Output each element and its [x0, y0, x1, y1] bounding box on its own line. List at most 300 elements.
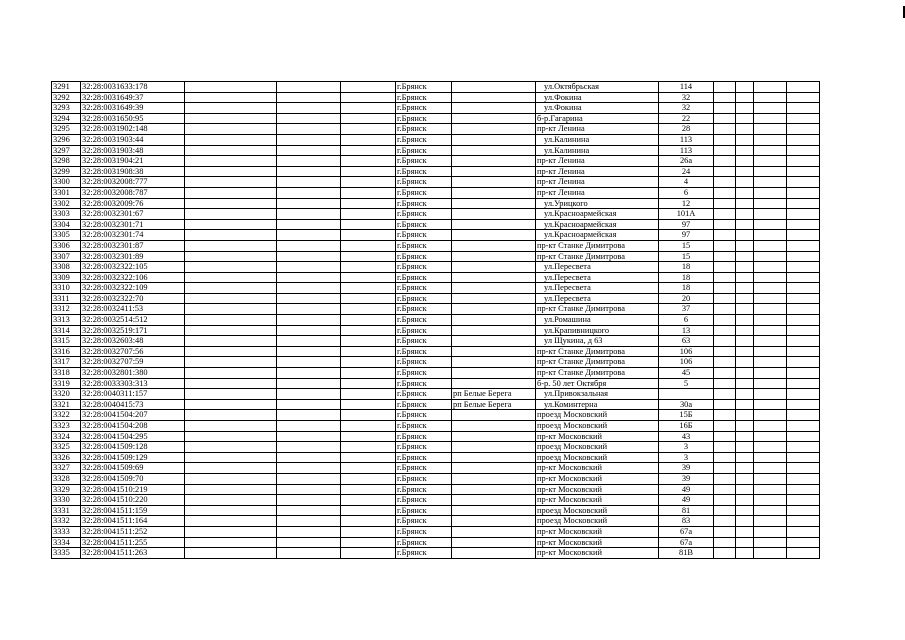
city-cell: г.Брянск	[396, 283, 452, 294]
empty-cell	[341, 293, 396, 304]
row-number-cell: 3330	[52, 495, 81, 506]
empty-cell	[714, 251, 736, 262]
table-row	[52, 325, 820, 336]
empty-cell	[277, 219, 341, 230]
empty-cell	[277, 262, 341, 273]
row-number-cell: 3318	[52, 368, 81, 379]
empty-cell	[341, 516, 396, 527]
empty-cell	[754, 251, 787, 262]
empty-cell	[185, 293, 277, 304]
empty-cell	[787, 505, 820, 516]
city-cell: г.Брянск	[396, 495, 452, 506]
empty-cell	[341, 378, 396, 389]
empty-cell	[341, 304, 396, 315]
empty-cell	[754, 473, 787, 484]
empty-cell	[185, 145, 277, 156]
city-cell: г.Брянск	[396, 399, 452, 410]
street-cell: ул.Пересвета	[536, 293, 659, 304]
empty-cell	[185, 198, 277, 209]
street-cell: ул.Крапивницкого	[536, 325, 659, 336]
row-number-cell: 3321	[52, 399, 81, 410]
empty-cell	[736, 399, 754, 410]
empty-cell	[787, 548, 820, 559]
cadastral-number-cell: 32:28:0032322:70	[81, 293, 185, 304]
empty-cell	[341, 187, 396, 198]
city-cell: г.Брянск	[396, 410, 452, 421]
empty-cell	[185, 315, 277, 326]
house-number-cell: 67а	[659, 537, 714, 548]
table-row	[52, 431, 820, 442]
empty-cell	[185, 230, 277, 241]
empty-cell	[277, 315, 341, 326]
empty-cell	[736, 410, 754, 421]
empty-cell	[185, 187, 277, 198]
empty-cell	[754, 82, 787, 93]
street-cell: пр-кт Московский	[536, 548, 659, 559]
empty-cell	[714, 548, 736, 559]
empty-cell	[277, 516, 341, 527]
empty-cell	[714, 177, 736, 188]
cadastral-number-cell: 32:28:0041511:252	[81, 526, 185, 537]
house-number-cell: 45	[659, 368, 714, 379]
cadastral-number-cell: 32:28:0040311:157	[81, 389, 185, 400]
house-number-cell: 81	[659, 505, 714, 516]
row-number-cell: 3331	[52, 505, 81, 516]
registry-table-body	[52, 82, 820, 559]
cadastral-number-cell: 32:28:0032008:787	[81, 187, 185, 198]
empty-cell	[714, 304, 736, 315]
empty-cell	[736, 548, 754, 559]
row-number-cell: 3301	[52, 187, 81, 198]
empty-cell	[714, 198, 736, 209]
empty-cell	[185, 505, 277, 516]
empty-cell	[754, 505, 787, 516]
locality-cell	[452, 473, 536, 484]
row-number-cell: 3326	[52, 452, 81, 463]
row-number-cell: 3311	[52, 293, 81, 304]
table-row	[52, 315, 820, 326]
street-cell: пр-кт Станке Димитрова	[536, 304, 659, 315]
empty-cell	[754, 410, 787, 421]
cadastral-number-cell: 32:28:0041511:255	[81, 537, 185, 548]
empty-cell	[714, 145, 736, 156]
empty-cell	[714, 82, 736, 93]
cadastral-number-cell: 32:28:0041509:129	[81, 452, 185, 463]
cadastral-number-cell: 32:28:0031902:148	[81, 124, 185, 135]
locality-cell	[452, 219, 536, 230]
street-cell: пр-кт Станке Димитрова	[536, 368, 659, 379]
city-cell: г.Брянск	[396, 304, 452, 315]
empty-cell	[754, 272, 787, 283]
empty-cell	[341, 421, 396, 432]
empty-cell	[277, 209, 341, 220]
table-row	[52, 537, 820, 548]
empty-cell	[185, 473, 277, 484]
empty-cell	[341, 336, 396, 347]
cadastral-number-cell: 32:28:0032008:777	[81, 177, 185, 188]
house-number-cell: 6	[659, 315, 714, 326]
empty-cell	[787, 166, 820, 177]
row-number-cell: 3303	[52, 209, 81, 220]
table-row	[52, 346, 820, 357]
empty-cell	[341, 219, 396, 230]
empty-cell	[736, 272, 754, 283]
cadastral-number-cell: 32:28:0032301:74	[81, 230, 185, 241]
locality-cell	[452, 240, 536, 251]
empty-cell	[714, 495, 736, 506]
locality-cell	[452, 209, 536, 220]
empty-cell	[736, 262, 754, 273]
street-cell: ул.Пересвета	[536, 283, 659, 294]
empty-cell	[714, 421, 736, 432]
empty-cell	[277, 463, 341, 474]
empty-cell	[277, 336, 341, 347]
street-cell: пр-кт Ленина	[536, 187, 659, 198]
empty-cell	[754, 145, 787, 156]
table-row	[52, 166, 820, 177]
locality-cell	[452, 134, 536, 145]
empty-cell	[277, 378, 341, 389]
row-number-cell: 3295	[52, 124, 81, 135]
empty-cell	[341, 177, 396, 188]
empty-cell	[185, 156, 277, 167]
row-number-cell: 3323	[52, 421, 81, 432]
street-cell: ул.Ромашина	[536, 315, 659, 326]
empty-cell	[714, 156, 736, 167]
empty-cell	[714, 187, 736, 198]
empty-cell	[277, 251, 341, 262]
table-row	[52, 389, 820, 400]
city-cell: г.Брянск	[396, 357, 452, 368]
house-number-cell: 106	[659, 346, 714, 357]
empty-cell	[185, 304, 277, 315]
empty-cell	[341, 209, 396, 220]
empty-cell	[341, 262, 396, 273]
empty-cell	[736, 209, 754, 220]
cadastral-number-cell: 32:28:0032301:87	[81, 240, 185, 251]
table-row	[52, 230, 820, 241]
empty-cell	[754, 548, 787, 559]
row-number-cell: 3322	[52, 410, 81, 421]
cadastral-number-cell: 32:28:0032322:105	[81, 262, 185, 273]
table-row	[52, 103, 820, 114]
row-number-cell: 3335	[52, 548, 81, 559]
street-cell: пр-кт Ленина	[536, 124, 659, 135]
empty-cell	[341, 442, 396, 453]
empty-cell	[185, 526, 277, 537]
street-cell: ул.Красноармейская	[536, 230, 659, 241]
table-row	[52, 240, 820, 251]
street-cell: проезд Московский	[536, 442, 659, 453]
row-number-cell: 3297	[52, 145, 81, 156]
cadastral-number-cell: 32:28:0041509:128	[81, 442, 185, 453]
locality-cell	[452, 293, 536, 304]
empty-cell	[787, 209, 820, 220]
empty-cell	[185, 357, 277, 368]
empty-cell	[714, 431, 736, 442]
street-cell: б-р.Гагарина	[536, 113, 659, 124]
empty-cell	[736, 156, 754, 167]
empty-cell	[787, 421, 820, 432]
street-cell: пр-кт Московский	[536, 431, 659, 442]
cadastral-number-cell: 32:28:0031904:21	[81, 156, 185, 167]
street-cell: пр-кт Станке Димитрова	[536, 251, 659, 262]
empty-cell	[341, 431, 396, 442]
table-row	[52, 219, 820, 230]
house-number-cell: 3	[659, 452, 714, 463]
empty-cell	[787, 431, 820, 442]
empty-cell	[714, 368, 736, 379]
house-number-cell: 20	[659, 293, 714, 304]
city-cell: г.Брянск	[396, 230, 452, 241]
table-row	[52, 262, 820, 273]
street-cell: пр-кт Ленина	[536, 166, 659, 177]
empty-cell	[341, 368, 396, 379]
locality-cell	[452, 92, 536, 103]
locality-cell	[452, 484, 536, 495]
empty-cell	[787, 240, 820, 251]
street-cell: ул.Коминтерна	[536, 399, 659, 410]
house-number-cell: 32	[659, 103, 714, 114]
empty-cell	[736, 495, 754, 506]
table-row	[52, 304, 820, 315]
empty-cell	[341, 124, 396, 135]
empty-cell	[714, 103, 736, 114]
house-number-cell: 113	[659, 134, 714, 145]
empty-cell	[787, 473, 820, 484]
empty-cell	[714, 166, 736, 177]
empty-cell	[714, 134, 736, 145]
locality-cell	[452, 304, 536, 315]
locality-cell	[452, 495, 536, 506]
empty-cell	[277, 293, 341, 304]
empty-cell	[787, 304, 820, 315]
empty-cell	[714, 505, 736, 516]
empty-cell	[736, 325, 754, 336]
table-row	[52, 399, 820, 410]
street-cell: ул.Калинина	[536, 145, 659, 156]
street-cell: ул.Красноармейская	[536, 219, 659, 230]
empty-cell	[277, 156, 341, 167]
empty-cell	[754, 293, 787, 304]
cadastral-number-cell: 32:28:0032603:48	[81, 336, 185, 347]
row-number-cell: 3307	[52, 251, 81, 262]
cadastral-number-cell: 32:28:0032707:56	[81, 346, 185, 357]
cadastral-number-cell: 32:28:0041504:207	[81, 410, 185, 421]
empty-cell	[736, 368, 754, 379]
house-number-cell: 22	[659, 113, 714, 124]
locality-cell	[452, 463, 536, 474]
table-row	[52, 516, 820, 527]
house-number-cell: 114	[659, 82, 714, 93]
empty-cell	[714, 389, 736, 400]
house-number-cell: 3	[659, 442, 714, 453]
city-cell: г.Брянск	[396, 166, 452, 177]
empty-cell	[754, 187, 787, 198]
house-number-cell: 15	[659, 240, 714, 251]
house-number-cell: 28	[659, 124, 714, 135]
city-cell: г.Брянск	[396, 293, 452, 304]
table-row	[52, 187, 820, 198]
locality-cell	[452, 378, 536, 389]
empty-cell	[277, 548, 341, 559]
house-number-cell: 49	[659, 495, 714, 506]
empty-cell	[787, 103, 820, 114]
city-cell: г.Брянск	[396, 134, 452, 145]
cadastral-number-cell: 32:28:0041509:69	[81, 463, 185, 474]
empty-cell	[341, 357, 396, 368]
row-number-cell: 3315	[52, 336, 81, 347]
city-cell: г.Брянск	[396, 198, 452, 209]
empty-cell	[754, 495, 787, 506]
empty-cell	[754, 156, 787, 167]
locality-cell	[452, 537, 536, 548]
city-cell: г.Брянск	[396, 219, 452, 230]
row-number-cell: 3292	[52, 92, 81, 103]
street-cell: пр-кт Ленина	[536, 156, 659, 167]
empty-cell	[277, 240, 341, 251]
street-cell: ул.Пересвета	[536, 262, 659, 273]
city-cell: г.Брянск	[396, 145, 452, 156]
empty-cell	[787, 495, 820, 506]
empty-cell	[736, 82, 754, 93]
empty-cell	[754, 134, 787, 145]
table-row	[52, 134, 820, 145]
city-cell: г.Брянск	[396, 209, 452, 220]
empty-cell	[277, 283, 341, 294]
empty-cell	[787, 198, 820, 209]
empty-cell	[277, 272, 341, 283]
house-number-cell: 6	[659, 187, 714, 198]
cadastral-number-cell: 32:28:0031903:44	[81, 134, 185, 145]
empty-cell	[341, 473, 396, 484]
empty-cell	[277, 431, 341, 442]
locality-cell: рп Белые Берега	[452, 389, 536, 400]
empty-cell	[754, 442, 787, 453]
city-cell: г.Брянск	[396, 92, 452, 103]
locality-cell	[452, 262, 536, 273]
empty-cell	[736, 251, 754, 262]
locality-cell	[452, 156, 536, 167]
empty-cell	[736, 431, 754, 442]
empty-cell	[714, 262, 736, 273]
empty-cell	[341, 505, 396, 516]
empty-cell	[277, 145, 341, 156]
empty-cell	[714, 346, 736, 357]
empty-cell	[185, 251, 277, 262]
empty-cell	[341, 484, 396, 495]
empty-cell	[714, 240, 736, 251]
city-cell: г.Брянск	[396, 431, 452, 442]
empty-cell	[754, 219, 787, 230]
city-cell: г.Брянск	[396, 240, 452, 251]
street-cell: пр-кт Московский	[536, 537, 659, 548]
locality-cell	[452, 410, 536, 421]
city-cell: г.Брянск	[396, 103, 452, 114]
table-row	[52, 495, 820, 506]
city-cell: г.Брянск	[396, 548, 452, 559]
table-row	[52, 145, 820, 156]
empty-cell	[787, 389, 820, 400]
empty-cell	[754, 368, 787, 379]
empty-cell	[714, 399, 736, 410]
empty-cell	[341, 134, 396, 145]
row-number-cell: 3302	[52, 198, 81, 209]
street-cell: пр-кт Московский	[536, 484, 659, 495]
street-cell: ул.Пересвета	[536, 272, 659, 283]
row-number-cell: 3310	[52, 283, 81, 294]
registry-table	[51, 81, 820, 559]
empty-cell	[714, 315, 736, 326]
city-cell: г.Брянск	[396, 516, 452, 527]
city-cell: г.Брянск	[396, 505, 452, 516]
city-cell: г.Брянск	[396, 378, 452, 389]
locality-cell	[452, 230, 536, 241]
empty-cell	[185, 177, 277, 188]
empty-cell	[185, 134, 277, 145]
empty-cell	[754, 304, 787, 315]
empty-cell	[787, 251, 820, 262]
empty-cell	[185, 124, 277, 135]
house-number-cell: 43	[659, 431, 714, 442]
empty-cell	[787, 346, 820, 357]
cadastral-number-cell: 32:28:0041510:220	[81, 495, 185, 506]
empty-cell	[277, 103, 341, 114]
locality-cell	[452, 548, 536, 559]
row-number-cell: 3305	[52, 230, 81, 241]
empty-cell	[277, 325, 341, 336]
street-cell: проезд Московский	[536, 505, 659, 516]
locality-cell	[452, 452, 536, 463]
empty-cell	[277, 230, 341, 241]
empty-cell	[185, 452, 277, 463]
locality-cell	[452, 103, 536, 114]
street-cell: пр-кт Станке Димитрова	[536, 346, 659, 357]
table-row	[52, 92, 820, 103]
empty-cell	[277, 187, 341, 198]
empty-cell	[787, 283, 820, 294]
locality-cell	[452, 336, 536, 347]
empty-cell	[341, 198, 396, 209]
empty-cell	[787, 325, 820, 336]
table-row	[52, 505, 820, 516]
empty-cell	[736, 198, 754, 209]
city-cell: г.Брянск	[396, 442, 452, 453]
empty-cell	[714, 516, 736, 527]
row-number-cell: 3316	[52, 346, 81, 357]
empty-cell	[714, 357, 736, 368]
house-number-cell: 4	[659, 177, 714, 188]
row-number-cell: 3333	[52, 526, 81, 537]
street-cell: ул.Урицкого	[536, 198, 659, 209]
locality-cell	[452, 325, 536, 336]
table-row	[52, 548, 820, 559]
cadastral-number-cell: 32:28:0032801:380	[81, 368, 185, 379]
empty-cell	[754, 262, 787, 273]
empty-cell	[341, 495, 396, 506]
locality-cell	[452, 442, 536, 453]
empty-cell	[754, 378, 787, 389]
house-number-cell: 97	[659, 219, 714, 230]
house-number-cell: 113	[659, 145, 714, 156]
empty-cell	[736, 124, 754, 135]
empty-cell	[185, 272, 277, 283]
cadastral-number-cell: 32:28:0032301:89	[81, 251, 185, 262]
empty-cell	[754, 484, 787, 495]
empty-cell	[736, 113, 754, 124]
empty-cell	[754, 463, 787, 474]
cadastral-number-cell: 32:28:0032514:512	[81, 315, 185, 326]
